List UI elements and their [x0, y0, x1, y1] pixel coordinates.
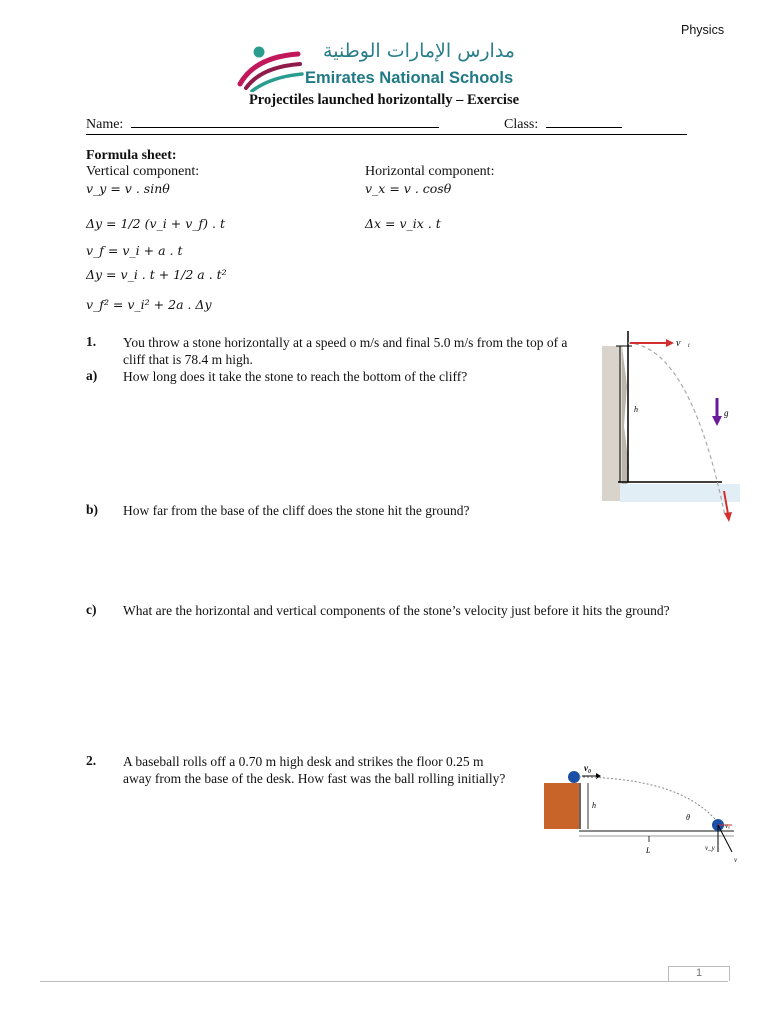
- fig2-theta-label: θ: [686, 813, 690, 822]
- name-field[interactable]: [86, 117, 439, 133]
- fig2-v0-label: v₀: [584, 763, 592, 773]
- class-label: Class:: [504, 117, 539, 132]
- fig1-h-label: h: [634, 405, 638, 414]
- question-1c-label: c): [86, 602, 97, 617]
- page-title: Projectiles launched horizontally – Exercise: [248, 92, 520, 108]
- gravity-arrow-icon: [712, 416, 722, 426]
- desk: [544, 783, 579, 829]
- question-1-text: You throw a stone horizontally at a speed o m/s and final 5.0 m/s from the top of a cliff that is 78.4 m high.: [123, 335, 568, 367]
- question-1a-text: How long does it take the stone to reach the bottom of the cliff?: [123, 369, 468, 384]
- horizontal-component-label: Horizontal component:: [365, 164, 495, 179]
- ball-start: [568, 771, 580, 783]
- school-name-arabic: مدارس الإمارات الوطنية: [323, 40, 515, 62]
- question-1b-text: How far from the base of the cliff does the stone hit the ground?: [123, 503, 470, 518]
- formula-dy-average: Δy = 1/2 (v_i + v_f) . t: [86, 216, 225, 231]
- ball-trajectory: [579, 777, 719, 824]
- page-number: 1: [668, 966, 730, 981]
- final-velocity-arrow-icon: [724, 512, 732, 522]
- question-2-text: A baseball rolls off a 0.70 m high desk and strikes the floor 0.25 m away from the base of the desk. How fast was the ball rolling initially?: [123, 754, 506, 786]
- cliff-projectile-figure: [600, 326, 740, 526]
- formula-sheet-heading: Formula sheet:: [86, 148, 177, 163]
- fig2-vx-label: vₓ: [725, 822, 731, 830]
- fig1-g-label: g⃗: [724, 408, 736, 418]
- question-2-number: 2.: [86, 753, 97, 768]
- question-1c-text: What are the horizontal and vertical components of the stone’s velocity just before it hits the ground?: [123, 603, 670, 618]
- cliff-rock: [602, 346, 622, 501]
- desk-projectile-figure: [534, 756, 744, 868]
- fig2-vy-label: v_y: [705, 844, 715, 852]
- formula-vf-squared: v_f² = v_i² + 2a . Δy: [86, 297, 212, 312]
- class-field[interactable]: [504, 117, 622, 133]
- formula-vy: v_y = v . sinθ: [86, 181, 170, 196]
- school-logo-icon: [236, 44, 306, 92]
- subject-label: Physics: [681, 23, 725, 37]
- formula-vx: v_x = v . cosθ: [365, 181, 452, 196]
- question-1a-label: a): [86, 368, 98, 383]
- name-label: Name:: [86, 117, 124, 132]
- formula-dy-accel: Δy = v_i . t + 1/2 a . t²: [86, 267, 227, 282]
- question-1-number: 1.: [86, 334, 97, 349]
- vertical-component-label: Vertical component:: [86, 164, 200, 179]
- initial-velocity-arrow-icon: [666, 339, 674, 347]
- formula-vf: v_f = v_i + a . t: [86, 243, 183, 258]
- footer-divider: [40, 981, 728, 982]
- formula-dx: Δx = v_ix . t: [365, 216, 441, 231]
- school-name-english: Emirates National Schools: [305, 69, 514, 87]
- header-divider: [86, 134, 687, 135]
- fig2-v-label: v: [734, 856, 738, 864]
- fig2-h-label: h: [592, 801, 596, 810]
- fig1-vi-label: v⃗ᵢ: [676, 338, 690, 349]
- fig2-L-label: L: [646, 846, 651, 855]
- question-1b-label: b): [86, 502, 99, 517]
